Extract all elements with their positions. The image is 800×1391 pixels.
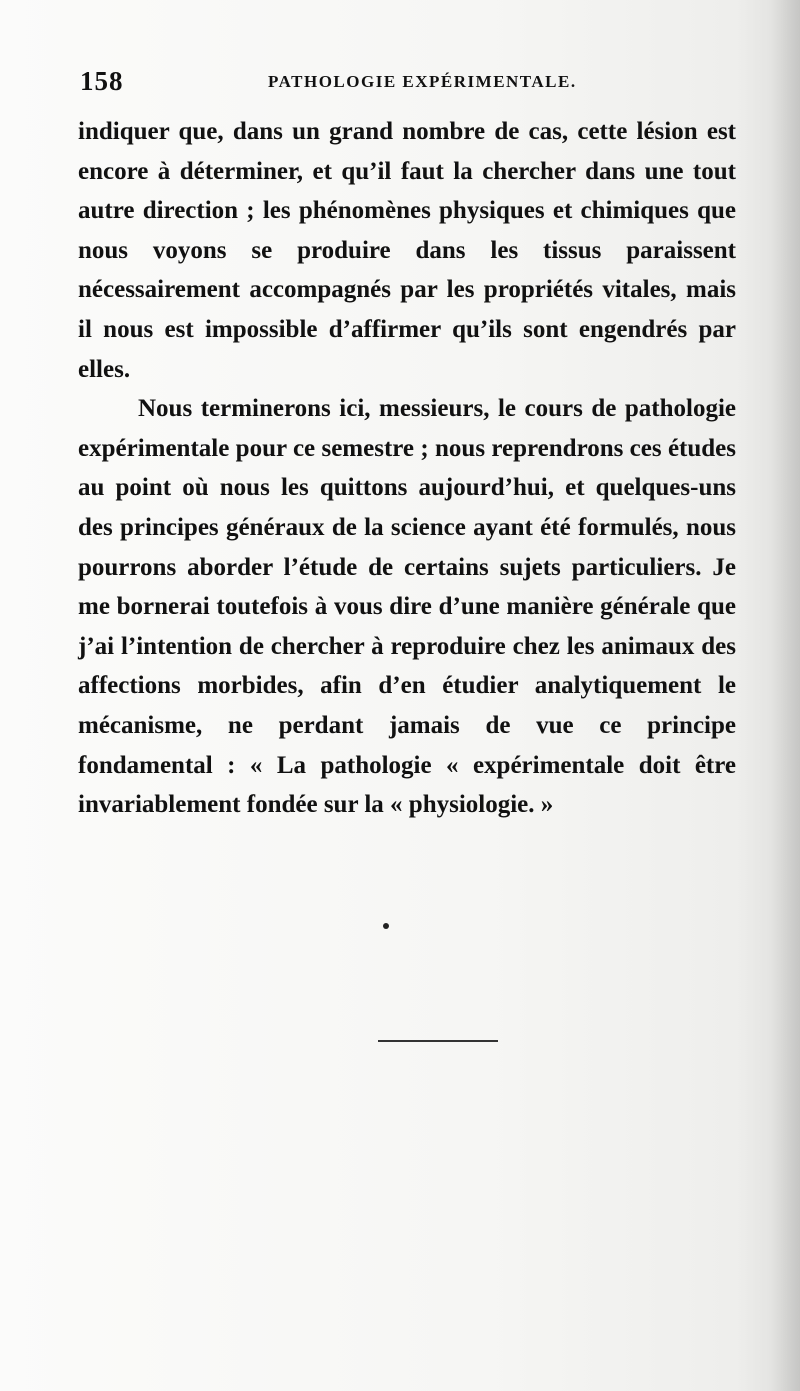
running-title: PATHOLOGIE EXPÉRIMENTALE. — [268, 72, 577, 91]
page-number: 158 — [80, 66, 124, 96]
paragraph-1: indiquer que, dans un grand nombre de cas, cette lésion est encore à déterminer, et qu’il faut la chercher dans une tout autre direction ; les phénomènes physiques et chimiques que nous voyons se produire dans les tissus paraissent nécessairement accompagnés par les propriétés vitales, mais il nous est impossible d’affirmer qu’ils sont engendrés par elles. — [78, 118, 736, 383]
page-edge-shadow — [770, 0, 800, 1391]
page-header — [80, 66, 740, 102]
body-text — [78, 112, 736, 825]
section-divider — [378, 1040, 498, 1042]
paragraph-2: Nous terminerons ici, messieurs, le cours de pathologie expérimentale pour ce semestre ; nous reprendrons ces études au point où nous les quittons aujourd’hui, et quelques-uns des principes généraux de la science ayant été formulés, nous pourrons aborder l’étude de certains sujets particuliers. Je me bornerai toutefois à vous dire d’une manière générale que j’ai l’intention de chercher à reproduire chez les animaux des affections morbides, afin d’en étudier analytiquement le mécanisme, ne perdant jamais de vue ce principe fondamental : « La pathologie « expérimentale doit être invariablement fondée sur la « physiologie. » — [78, 395, 736, 819]
ink-dot — [383, 923, 389, 929]
